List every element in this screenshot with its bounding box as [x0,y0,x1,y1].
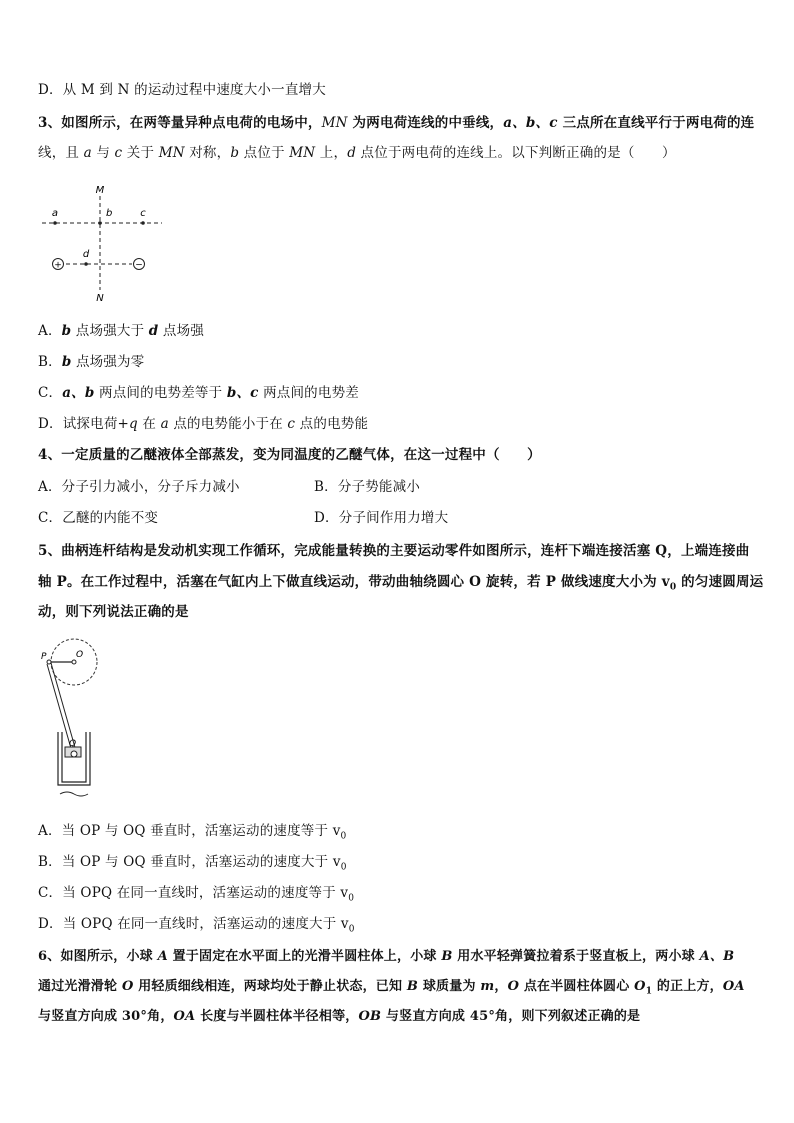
q5-point-p [47,660,51,664]
q3-stem-line1 [38,114,754,132]
q3-opt-text: 点场强为零 [71,354,145,370]
q6-var: A [157,949,168,964]
q6-text: 6、如图所示，小球 [38,949,158,964]
q5-option-c [38,884,354,908]
q5-stem-text: 轴 P。在工作过程中，活塞在气缸内上下做直线运动，带动曲轴绕圆心 O 旋转，若 P 做线速度大小为 v [38,574,670,590]
q6-text: 球质量为 [418,979,481,994]
q3-point-d [84,262,88,266]
q3-point-b [98,221,102,225]
q3-opt-text: A． [38,323,62,339]
q3-opt-text: D．试探电荷+ [38,416,130,432]
q3-stem-text: 3、如图所示，在两等量异种点电荷的电场中， [38,115,322,131]
q3-var: MN [289,145,316,161]
q3-opt-text: 点场强大于 [71,323,149,339]
q3-label-d: d [82,249,90,260]
q5-subscript: 0 [348,924,355,935]
q5-stem-line3: 动，则下列说法正确的是 [38,604,189,620]
q6-text: 的正上方， [652,979,723,994]
q2-option-d: D．从 M 到 N 的运动过程中速度大小一直增大 [38,82,326,98]
q3-point-a [53,221,57,225]
q3-opt-text: C． [38,385,63,401]
q5-opt-text: A．当 OP 与 OQ 垂直时，活塞运动的速度等于 v [38,823,341,839]
q5-opt-text: B．当 OP 与 OQ 垂直时，活塞运动的速度大于 v [38,854,341,870]
q6-var: OA [173,1009,196,1024]
q4-option-c: C．乙醚的内能不变 [38,510,159,526]
q3-var: q [129,416,138,432]
q6-var: OB [358,1009,382,1024]
q3-label-a: a [51,208,59,219]
q3-var: b [61,323,72,339]
q5-label-o: O [76,650,84,660]
q3-opt-text: 点场强 [158,323,205,339]
q5-subscript: 0 [340,862,347,873]
q3-abc: a、b、c [503,115,558,131]
q5-crank-diagram [34,632,106,804]
q3-label-m: M [95,185,105,196]
q6-var: m [480,979,495,994]
q3-point-c [141,221,145,225]
q3-stem-text: 线，且 [38,145,84,161]
q5-option-b [38,853,347,877]
q5-option-a [38,822,346,846]
q3-opt-text: 点的电势能小于在 [168,416,288,432]
q6-stem-line2 [38,978,745,1001]
q6-text: 用轻质细线相连，两球均处于静止状态，已知 [133,979,407,994]
q3-var: d [347,145,357,161]
q3-label-b: b [106,208,113,219]
q6-text: 置于固定在水平面上的光滑半圆柱体上，小球 [167,949,442,964]
q6-stem-line1 [38,948,734,966]
q3-var: c [287,416,296,432]
q3-field-diagram [38,180,178,305]
q3-opt-text: 点的电势能 [295,416,369,432]
q3-stem-text: 上， [315,145,348,161]
q5-option-d [38,915,355,939]
q5-opt-text: C．当 OPQ 在同一直线时，活塞运动的速度等于 v [38,885,349,901]
q3-stem-text: 点位于两电荷的连线上。以下判断正确的是（ ） [356,145,676,161]
q4-stem: 4、一定质量的乙醚液体全部蒸发，变为同温度的乙醚气体，在这一过程中（ ） [38,447,541,463]
q3-var: b、c [226,385,259,401]
q6-var: O [121,979,134,994]
q6-text: 用水平轻弹簧拉着系于竖直板上，两小球 [452,949,700,964]
q6-stem-line3 [38,1008,640,1026]
q5-subscript: 0 [340,831,347,842]
q3-stem-text: 为两电荷连线的中垂线， [347,115,504,131]
q3-var: a、b [62,385,95,401]
q3-mn: MN [321,115,348,131]
q3-opt-text: 两点间的电势差 [258,385,359,401]
q3-option-b [38,353,144,371]
q6-var: O [634,979,646,994]
q3-label-c: c [140,208,146,219]
q3-plus-sign: + [54,260,62,271]
q6-text: ， [494,979,508,994]
q3-stem-text: 对称， [184,145,231,161]
q5-point-o [72,660,76,664]
q3-opt-text: 在 [137,416,161,432]
q6-var: B [406,979,419,994]
q5-stem-line2 [38,573,763,597]
q5-opt-text: D．当 OPQ 在同一直线时，活塞运动的速度大于 v [38,916,349,932]
q5-subscript: 0 [669,582,677,593]
q6-text: 通过光滑滑轮 [38,979,122,994]
q5-point-q [71,751,77,757]
q3-stem-text: 关于 [122,145,159,161]
q3-stem-text: 与 [91,145,115,161]
q3-label-n: N [96,293,104,304]
q6-var: A、B [699,949,735,964]
q3-opt-text: B． [38,354,62,370]
q3-opt-text: 两点间的电势差等于 [94,385,227,401]
q6-var: B [441,949,453,964]
q3-stem-text: 三点所在直线平行于两电荷的连 [557,115,755,131]
q5-stem-line1: 5、曲柄连杆结构是发动机实现工作循环，完成能量转换的主要运动零件如图所示，连杆下端连接活塞 Q，上端连接曲 [38,543,750,559]
q5-subscript: 0 [348,893,355,904]
q4-option-b: B．分子势能减小 [314,479,421,495]
q3-var: c [114,145,123,161]
q6-var: O [507,979,520,994]
q6-text: 长度与半圆柱体半径相等， [195,1009,359,1024]
q3-var: d [148,323,159,339]
q6-text: 与竖直方向成 30°角， [38,1009,174,1024]
q3-var: b [230,145,240,161]
q5-label-q: Q [69,739,77,749]
q6-var: OA [722,979,745,994]
q3-var: MN [158,145,185,161]
q5-stem-text: 的匀速圆周运 [676,574,764,590]
q3-var: a [83,145,92,161]
q3-minus-sign: − [135,260,143,271]
q6-text: 与竖直方向成 45°角，则下列叙述正确的是 [381,1009,641,1024]
q5-break-mark [60,792,88,796]
q5-rod-right [51,663,76,751]
q6-text: 点在半圆柱体圆心 [519,979,635,994]
q3-stem-text: 点位于 [239,145,290,161]
q3-option-d [38,415,368,433]
q3-option-a [38,322,204,340]
q3-var: a [160,416,169,432]
q6-subscript: 1 [645,986,653,997]
q4-option-a: A．分子引力减小，分子斥力减小 [38,479,240,495]
q3-stem-line2 [38,144,676,162]
q5-label-p: P [41,652,47,662]
q3-var: b [61,354,72,370]
q3-option-c [38,384,359,402]
q4-option-d: D．分子间作用力增大 [314,510,449,526]
